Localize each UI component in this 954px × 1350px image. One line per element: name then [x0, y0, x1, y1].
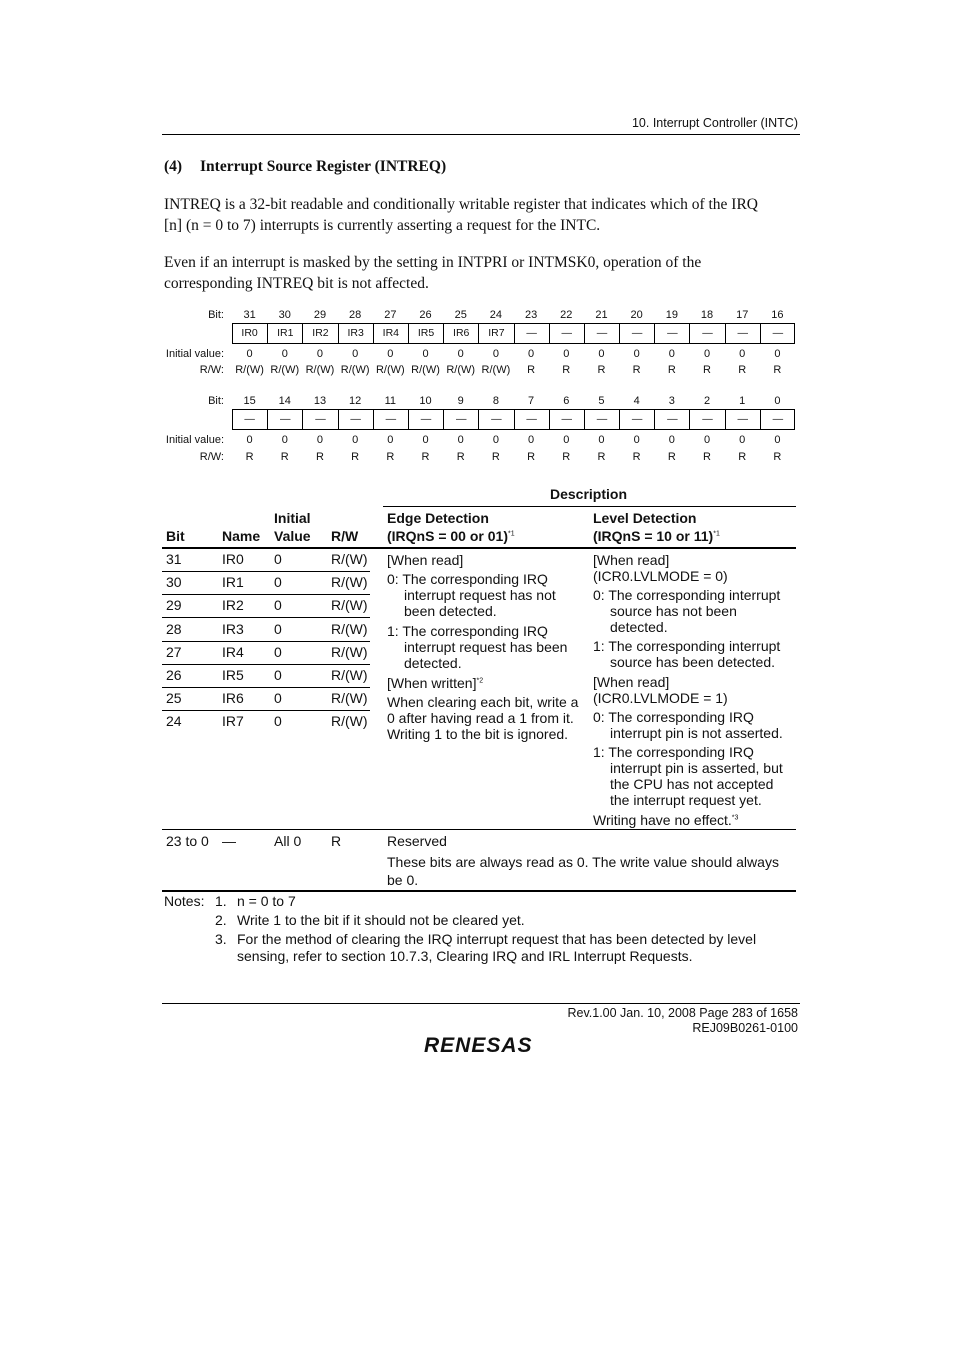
register-cell: R — [562, 364, 571, 376]
register-cell: 0 — [457, 434, 464, 446]
reserved-desc-line-1: These bits are always read as 0. The write value should always — [387, 854, 779, 870]
register-cell: R — [527, 364, 536, 376]
register-field: — — [689, 324, 724, 343]
register-field: — — [549, 410, 584, 429]
section-title-text: Interrupt Source Register (INTREQ) — [200, 158, 447, 175]
register-cell: R — [386, 451, 395, 463]
description-header: Description — [550, 486, 628, 502]
row-initial: 0 — [274, 620, 282, 637]
register-cell: R — [667, 364, 676, 376]
register-cell: 16 — [771, 309, 784, 321]
row-bit: 30 — [166, 574, 182, 591]
level-b0-line-2: interrupt pin is not asserted. — [610, 725, 783, 741]
level-a1-line-1: 1: The corresponding interrupt — [593, 638, 781, 654]
mask-line-2: corresponding INTREQ bit is not affected. — [164, 275, 429, 292]
level-when-read-b: [When read] — [593, 674, 670, 690]
row-rw: R/(W) — [331, 620, 368, 637]
row-initial: 0 — [274, 574, 282, 591]
register-cell: 0 — [492, 434, 499, 446]
register-cell: 0 — [422, 434, 429, 446]
register-cell: 15 — [243, 395, 256, 407]
register-field: — — [478, 410, 513, 429]
level-b1-line-1: 1: The corresponding IRQ — [593, 744, 754, 760]
edge-read-0-line-2: interrupt request has not — [404, 587, 556, 603]
note-3-number: 3. — [215, 931, 227, 947]
register-cell: R/(W) — [411, 364, 440, 376]
register-cell: 0 — [703, 434, 711, 446]
edge-read-0-line-3: been detected. — [404, 603, 497, 619]
register-cell: 1 — [739, 395, 746, 407]
register-cell: R/(W) — [270, 364, 300, 376]
register-cell: 4 — [633, 395, 640, 407]
register-cell: 0 — [281, 348, 288, 360]
register-field: IR3 — [338, 324, 373, 343]
register-field: — — [725, 410, 760, 429]
note-2: Write 1 to the bit if it should not be cleared yet. — [237, 912, 525, 928]
footer-rule — [162, 1003, 800, 1004]
register-cell: R — [632, 451, 641, 463]
register-cell: 18 — [700, 309, 714, 321]
register-cell: 0 — [352, 434, 359, 446]
register-cell: 13 — [313, 395, 327, 407]
register-cell: R — [632, 364, 641, 376]
reserved-desc-line-2: be 0. — [387, 872, 419, 888]
level-a0-line-3: detected. — [610, 619, 668, 635]
register-cell: R — [703, 364, 711, 376]
row-initial: 0 — [274, 597, 282, 614]
register-cell: R — [562, 451, 571, 463]
register-cell: 0 — [492, 348, 499, 360]
register-cell: 0 — [774, 395, 781, 407]
row-initial: 0 — [274, 643, 282, 660]
register-cell: R — [738, 451, 747, 463]
edge-write-line-2: 0 after having read a 1 from it. — [387, 710, 574, 726]
register-cell: R — [773, 364, 782, 376]
register-cell: 0 — [281, 434, 288, 446]
register-cell: 0 — [633, 348, 640, 360]
register-field: — — [619, 410, 654, 429]
register-cell: 24 — [489, 309, 503, 321]
register-field: IR4 — [373, 324, 408, 343]
note-1: n = 0 to 7 — [237, 893, 296, 909]
register-field: — — [760, 324, 795, 343]
register-cell: 5 — [598, 395, 605, 407]
register-field: IR0 — [241, 327, 258, 339]
col-level-header-1: Level Detection — [593, 510, 697, 526]
register-cell: 0 — [563, 348, 570, 360]
register-field: — — [584, 324, 619, 343]
register-cell: 0 — [246, 348, 253, 360]
register-cell: 6 — [563, 395, 570, 407]
register-cell: 0 — [563, 434, 570, 446]
edge-header-note: *1 — [507, 530, 515, 538]
register-field: — — [302, 410, 337, 429]
row-bit: 31 — [166, 551, 182, 567]
register-cell: 0 — [246, 434, 253, 446]
intro-line-1: INTREQ is a 32-bit readable and conditionally writable register that indicates which of the IRQ — [164, 196, 758, 213]
register-cell: 29 — [313, 309, 327, 321]
register-field: — — [654, 324, 689, 343]
register-cell: 0 — [598, 434, 605, 446]
notes-label: Notes: — [164, 893, 205, 909]
register-cell: R — [738, 364, 747, 376]
footer-revision: Rev.1.00 Jan. 10, 2008 Page 283 of 1658 — [567, 1006, 798, 1020]
register-cell: 0 — [598, 348, 605, 360]
register-cell: 26 — [419, 309, 432, 321]
register-cell: 0 — [387, 348, 394, 360]
register-cell: 28 — [349, 309, 362, 321]
level-b1-line-2: interrupt pin is asserted, but — [610, 760, 783, 776]
register-field: — — [443, 410, 478, 429]
footer-doc-number: REJ09B0261-0100 — [692, 1021, 798, 1035]
row-initial: 0 — [274, 690, 282, 707]
register-field: — — [373, 410, 408, 429]
row-rw: R/(W) — [331, 667, 368, 683]
edge-read-1-line-1: 1: The corresponding IRQ — [387, 623, 548, 639]
register-field: — — [338, 410, 373, 429]
row-rw: R/(W) — [331, 713, 368, 730]
row-bit: 27 — [166, 643, 182, 660]
register-field: IR1 — [267, 324, 302, 343]
reserved-name: — — [222, 833, 236, 849]
register-cell: 0 — [316, 348, 324, 360]
register-cell: 0 — [316, 434, 324, 446]
register-cell: R/(W) — [375, 364, 405, 376]
row-name: IR3 — [222, 620, 244, 637]
row-bit: 28 — [166, 620, 182, 637]
register-field: IR5 — [408, 324, 443, 343]
register-cell: 0 — [528, 348, 535, 360]
col-initial-header-2: Value — [274, 528, 311, 544]
col-name-header: Name — [222, 528, 261, 544]
note-3-line-2: sensing, refer to section 10.7.3, Clearing IRQ and IRL Interrupt Requests. — [237, 948, 693, 964]
bit-label-upper: Bit: — [208, 309, 224, 321]
register-cell: 8 — [492, 395, 499, 407]
row-bit: 29 — [166, 597, 182, 614]
register-cell: R — [351, 451, 360, 463]
row-name: IR1 — [222, 574, 244, 591]
rw-label-upper: R/W: — [199, 364, 224, 376]
register-field: — — [549, 324, 584, 343]
register-cell: R — [527, 451, 536, 463]
register-field: — — [654, 410, 689, 429]
register-cell: 0 — [352, 348, 359, 360]
reserved-rw: R — [331, 833, 342, 849]
register-cell: R/(W) — [446, 364, 476, 376]
level-mode-b: (ICR0.LVLMODE = 1) — [593, 690, 728, 706]
register-cell: 12 — [349, 395, 362, 407]
reserved-title: Reserved — [387, 833, 447, 849]
register-cell: 9 — [457, 395, 464, 407]
reserved-initial: All 0 — [274, 833, 302, 849]
row-bit: 25 — [166, 690, 182, 707]
row-bit: 24 — [166, 713, 182, 730]
register-field: IR6 — [443, 324, 478, 343]
register-cell: 19 — [665, 309, 678, 321]
running-header: 10. Interrupt Controller (INTC) — [631, 116, 798, 130]
register-cell: R — [773, 451, 782, 463]
col-edge-header-1: Edge Detection — [387, 510, 489, 526]
row-initial: 0 — [274, 551, 282, 567]
note-2-number: 2. — [215, 912, 227, 928]
register-cell: R/(W) — [340, 364, 370, 376]
register-cell: 17 — [736, 309, 749, 321]
note-3-line-1: For the method of clearing the IRQ interrupt request that has been detected by level — [237, 931, 757, 947]
register-cell: R — [280, 451, 289, 463]
level-b1-line-4: the interrupt request yet. — [610, 792, 762, 808]
register-cell: 14 — [278, 395, 291, 407]
edge-write-line-1: When clearing each bit, write a — [387, 694, 579, 710]
register-cell: 22 — [560, 309, 573, 321]
level-a1-line-2: source has been detected. — [610, 654, 776, 670]
register-cell: R — [245, 451, 254, 463]
register-cell: R/(W) — [481, 364, 511, 376]
register-cell: 0 — [774, 348, 781, 360]
register-cell: R — [703, 451, 711, 463]
reserved-bit: 23 to 0 — [166, 833, 209, 849]
register-cell: 21 — [595, 309, 608, 321]
row-rw: R/(W) — [331, 551, 368, 567]
edge-read-1-line-2: interrupt request has been — [404, 639, 568, 655]
register-cell: 0 — [668, 348, 675, 360]
row-initial: 0 — [274, 667, 282, 683]
register-cell: 27 — [384, 309, 397, 321]
mask-line-1: Even if an interrupt is masked by the setting in INTPRI or INTMSK0, operation of the — [164, 254, 702, 271]
register-cell: R — [456, 451, 465, 463]
row-name: IR6 — [222, 690, 244, 707]
row-name: IR7 — [222, 713, 244, 730]
register-cell: R — [667, 451, 676, 463]
edge-read-0-line-1: 0: The corresponding IRQ — [387, 571, 548, 587]
level-no-effect-note: *3 — [731, 814, 739, 822]
col-bit-header: Bit — [166, 528, 185, 544]
row-name: IR0 — [222, 551, 244, 567]
level-header-note: *1 — [713, 530, 720, 538]
register-cell: 30 — [278, 309, 291, 321]
register-cell: R/(W) — [235, 364, 264, 376]
register-cell: 3 — [668, 395, 675, 407]
register-cell: 0 — [668, 434, 675, 446]
edge-read-1-line-3: detected. — [404, 655, 462, 671]
register-cell: 0 — [387, 434, 394, 446]
register-cell: R — [421, 451, 430, 463]
row-rw: R/(W) — [331, 643, 368, 660]
register-field: — — [267, 410, 302, 429]
row-rw: R/(W) — [331, 690, 368, 707]
edge-write-line-3: Writing 1 to the bit is ignored. — [387, 726, 569, 742]
intro-line-2: [n] (n = 0 to 7) interrupts is currently asserting a request for the INTC. — [164, 217, 601, 234]
row-bit: 26 — [166, 667, 182, 683]
initial-label-upper: Initial value: — [165, 348, 224, 360]
row-name: IR4 — [222, 643, 244, 660]
edge-when-written-text: [When written] — [387, 675, 477, 691]
register-cell: R — [597, 364, 606, 376]
register-field: IR2 — [302, 324, 337, 343]
initial-label-lower: Initial value: — [165, 434, 224, 446]
section-number: (4) — [164, 158, 183, 175]
rw-label-lower: R/W: — [199, 451, 224, 463]
register-cell: 0 — [422, 348, 429, 360]
row-rw: R/(W) — [331, 597, 368, 614]
register-cell: 0 — [739, 348, 746, 360]
register-cell: 11 — [384, 395, 397, 407]
register-cell: 0 — [774, 434, 781, 446]
level-a0-line-2: source has not been — [610, 603, 737, 619]
renesas-logo: RENESAS — [424, 1034, 533, 1057]
bit-label-lower: Bit: — [208, 395, 224, 407]
register-field: — — [725, 324, 760, 343]
level-when-read-a: [When read] — [593, 552, 670, 568]
register-cell: 20 — [630, 309, 643, 321]
register-cell: 31 — [243, 309, 256, 321]
register-cell: 7 — [528, 395, 535, 407]
register-field: — — [244, 413, 255, 425]
register-field: — — [584, 410, 619, 429]
register-cell: 0 — [528, 434, 535, 446]
register-field: — — [514, 324, 549, 343]
register-cell: R/(W) — [305, 364, 335, 376]
register-field: — — [689, 410, 724, 429]
register-field: — — [760, 410, 795, 429]
level-header-text: (IRQnS = 10 or 11) — [593, 528, 714, 544]
level-no-effect-text: Writing have no effect. — [593, 812, 732, 828]
register-cell: 0 — [457, 348, 464, 360]
edge-header-text: (IRQnS = 00 or 01) — [387, 528, 508, 544]
level-mode-a: (ICR0.LVLMODE = 0) — [593, 568, 728, 584]
register-cell: 23 — [524, 309, 538, 321]
edge-when-read: [When read] — [387, 552, 464, 568]
register-cell: 2 — [703, 395, 711, 407]
col-rw-header: R/W — [331, 528, 359, 544]
col-initial-header-1: Initial — [274, 510, 311, 526]
register-field: — — [514, 410, 549, 429]
row-name: IR5 — [222, 667, 244, 683]
level-b1-line-3: the CPU has not accepted — [610, 776, 774, 792]
register-cell: 0 — [703, 348, 711, 360]
level-b0-line-1: 0: The corresponding IRQ — [593, 709, 754, 725]
note-1-number: 1. — [215, 893, 227, 909]
register-field: — — [408, 410, 443, 429]
register-cell: 0 — [739, 434, 746, 446]
register-field: — — [619, 324, 654, 343]
register-cell: 10 — [419, 395, 432, 407]
register-cell: 0 — [633, 434, 640, 446]
register-cell: 25 — [454, 309, 467, 321]
register-field: IR7 — [478, 324, 513, 343]
row-name: IR2 — [222, 597, 244, 614]
row-rw: R/(W) — [331, 574, 368, 591]
register-cell: R — [597, 451, 606, 463]
edge-written-note: *2 — [476, 677, 484, 685]
register-cell: R — [491, 451, 500, 463]
row-initial: 0 — [274, 713, 282, 730]
level-a0-line-1: 0: The corresponding interrupt — [593, 587, 781, 603]
register-cell: R — [315, 451, 324, 463]
